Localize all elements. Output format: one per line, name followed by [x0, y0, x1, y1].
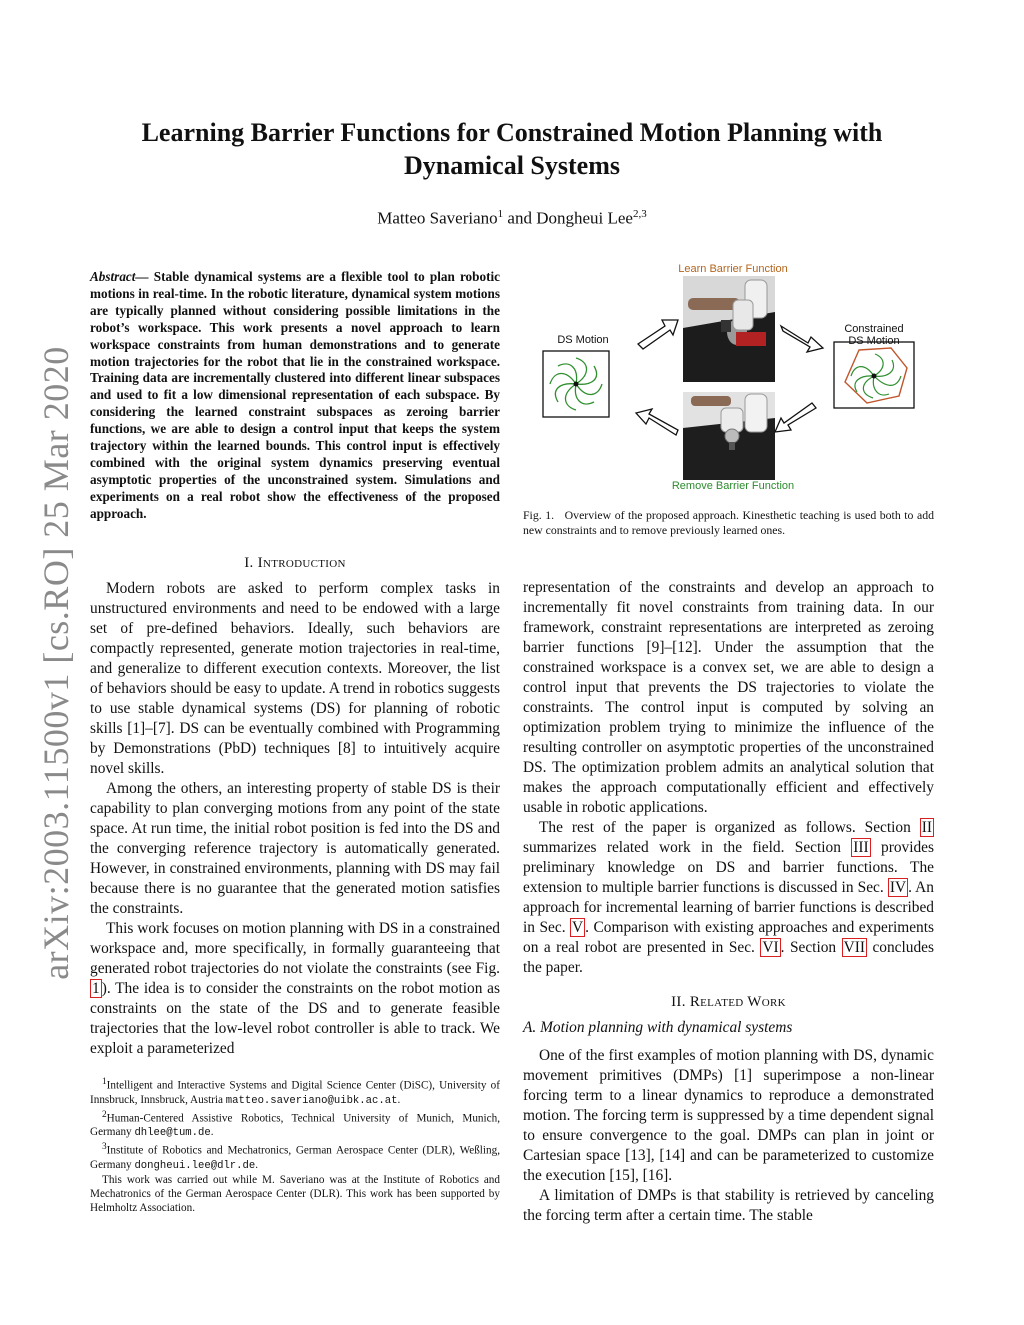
footnote-3-end: . [255, 1159, 259, 1172]
section-number: I. [244, 555, 258, 571]
p5-text-2: summarizes related work in the field. Section [523, 839, 852, 856]
p5-text-1: The rest of the paper is organized as follows. Section [539, 819, 920, 836]
right-column [523, 578, 934, 1226]
p5-text-3: provides preliminary knowledge on DS and barrier functions. The extension to multiple barrier functions is discussed in Sec. [523, 839, 934, 896]
abstract-label: Abstract— [90, 269, 149, 284]
section-link-3[interactable]: III [853, 839, 869, 856]
figure-1 [523, 258, 934, 494]
arrow-to-constrained [781, 326, 823, 352]
section-link-2[interactable]: II [921, 819, 932, 836]
figure-link-1[interactable]: 1 [92, 980, 100, 997]
footnote-1-email[interactable]: matteo.saveriano@uibk.ac.at [225, 1094, 398, 1107]
constrained-ds-motion-panel [834, 342, 914, 408]
arrow-to-ds [636, 409, 678, 435]
footnote-note: This work was carried out while M. Saveriano was at the Institute of Robotics and Mechatronics of the German Aerospace Center (DLR). This work has been supported by Helmholtz Association. [90, 1174, 500, 1215]
section-title: Introduction [257, 555, 346, 571]
footnote-3-text: Institute of Robotics and Mechatronics, German Aerospace Center (DLR), Weßling, Germany [90, 1145, 500, 1172]
author-2: Dongheui Lee [536, 208, 633, 228]
section-2-number: II. [671, 994, 690, 1010]
intro-paragraph-3-text-a: This work focuses on motion planning with DS in a constrained workspace and, more specifically, in formally guaranteeing that generated robot trajectories do not violate the constraints (see Fig. [90, 920, 500, 977]
p5-text-4: . An approach for incremental learning of barrier functions is described in Sec. [523, 879, 934, 936]
intro-paragraph-3 [90, 919, 500, 1059]
footnote-1-text: Intelligent and Interactive Systems and Digital Science Center (DiSC), University of Innsbruck, Innsbruck, Austria [90, 1079, 500, 1106]
arrow-to-remove [775, 403, 816, 432]
footnote-1 [90, 1075, 500, 1108]
author-2-affiliation: 2,3 [632, 208, 647, 220]
left-column [90, 553, 500, 1059]
abstract-text: Stable dynamical systems are a flexible tool to plan robotic motions in real-time. In the robotic literature, dynamical system motions are typically planned without considering possible limitations in the robot’s workspace. This work presents a novel approach to learn workspace constraints from human demonstrations and to generate motion trajectories for the robot that lie in the constrained workspace. Training data are incrementally clustered into different linear subspaces and used to fit a low dimensional representation of each subspace. By considering the learned constraint subspaces as zeroing barrier functions, we are able to design a control input that keeps the system trajectory within the learned bounds. This control input is effectively combined with the original system dynamics preserving eventual asymptotic properties of the unconstrained system. Simulations and experiments on a real robot show the effectiveness of the proposed approach. [90, 269, 500, 521]
related-paragraph-1: One of the first examples of motion planning with DS, dynamic movement primitives (DMPs) [1] superimpose a non-linear forcing term to a linear dynamics to reproduce a demonstrated motion. The forcing term is suppressed by a time dependent signal to ensure convergence to the goal. DMPs can plan in joint or Cartesian space [13], [14] and can be parameterized to customize the execution [15], [16]. [523, 1047, 934, 1184]
abstract [90, 269, 500, 523]
footnote-2 [90, 1108, 500, 1141]
arrow-to-learn [638, 320, 678, 349]
author-1-affiliation: 1 [497, 208, 504, 220]
robot-photo-remove [683, 392, 775, 480]
section-heading-introduction [90, 553, 500, 573]
label-constrained-line-1: Constrained [844, 323, 904, 335]
paper-title: Learning Barrier Functions for Constrained Motion Planning with Dynamical Systems [141, 118, 883, 180]
footnotes [90, 1075, 500, 1215]
label-learn-barrier: Learn Barrier Function [678, 263, 788, 275]
footnote-2-end: . [210, 1126, 214, 1139]
figure-1-graphic [523, 258, 934, 494]
p5-text-6: . Section [780, 939, 842, 956]
author-conjunction: and [503, 208, 537, 228]
footnote-3-marker: 3 [102, 1142, 107, 1153]
section-heading-related-work [523, 992, 934, 1012]
figure-1-caption [523, 508, 934, 538]
footnote-1-marker: 1 [102, 1077, 107, 1087]
footnote-3 [90, 1140, 500, 1173]
related-paragraph-2: A limitation of DMPs is that stability is retrieved by canceling the forcing term after a certain time. The stable [523, 1187, 934, 1224]
footnote-1-end: . [397, 1093, 401, 1106]
section-2-title: Related Work [689, 994, 786, 1010]
author-line [110, 208, 914, 229]
subsection-heading: A. Motion planning with dynamical systems [523, 1019, 793, 1036]
label-constrained-line-2: DS Motion [848, 335, 900, 347]
arxiv-identifier: arXiv:2003.11500v1 [cs.RO] 25 Mar 2020 [36, 346, 76, 980]
ds-motion-panel [543, 351, 609, 417]
section-link-7[interactable]: VII [843, 939, 865, 956]
section-link-6[interactable]: VI [762, 939, 779, 956]
footnote-3-email[interactable]: dongheui.lee@dlr.de [134, 1160, 256, 1173]
intro-paragraph-4: representation of the constraints and develop an approach to incrementally fit novel constraints from training data. In our framework, constraint representations are interpreted as zeroing barrier functions [9]–[12]. Under the assumption that the constrained workspace is a convex set, we are able to design a control input that prevents the DS trajectories to violate the constraints. The control input is computed by solving an optimization problem trying to minimize the influence of the resulting controller on asymptotic properties of the unconstrained DS. The optimization problem admits an analytical solution that makes the approach computationally efficient and effectively usable in robotic applications. [523, 579, 934, 816]
caption-text: Overview of the proposed approach. Kinesthetic teaching is used both to add new constraints and to remove previously learned ones. [523, 508, 934, 537]
p5-text-5: . Comparison with existing approaches and experiments on a real robot are presented in Sec. [523, 919, 934, 956]
intro-paragraph-1: Modern robots are asked to perform complex tasks in unstructured environments and need to be endowed with a large set of pre-defined behaviors. Ideally, such behaviors are compactly represented, generate motion trajectories in real-time, and generalize to different execution contexts. Moreover, the list of behaviors should be easy to update. A trend in robotics suggests to use stable dynamical systems (DS) for planning of robotic skills [1]–[7]. DS can be eventually combined with Programming by Demonstrations (PbD) techniques [8] to intuitively acquire novel skills. [90, 580, 500, 777]
p5-text-7: concludes the paper. [523, 939, 934, 976]
robot-photo-learn [683, 276, 775, 382]
label-remove-barrier: Remove Barrier Function [671, 480, 795, 492]
label-ds-motion: DS Motion [557, 334, 609, 346]
section-link-4[interactable]: IV [889, 879, 907, 896]
intro-paragraph-2: Among the others, an interesting property of stable DS is their capability to plan converging motions from any point of the state space. At run time, the initial robot position is fed into the DS and the converging reference trajectory is automatically generated. However, in constrained environments, planning with DS may fail because there is no guarantee that the generated motion satisfies the constraints. [90, 780, 500, 917]
author-1: Matteo Saveriano [377, 208, 498, 228]
caption-label: Fig. 1. [523, 508, 555, 522]
intro-paragraph-3-text-b: ). The idea is to consider the constraints on the robot motion as constraints on the state of the DS and to generate feasible trajectories that the low-level robot controller is able to track. We exploit a parameterized [90, 980, 500, 1057]
footnote-2-marker: 2 [102, 1109, 107, 1120]
footnote-2-email[interactable]: dhlee@tum.de [134, 1127, 211, 1140]
intro-paragraph-5 [523, 818, 934, 978]
section-link-5[interactable]: V [572, 919, 584, 936]
footnote-2-text: Human-Centered Assistive Robotics, Technical University of Munich, Munich, Germany [90, 1112, 500, 1139]
